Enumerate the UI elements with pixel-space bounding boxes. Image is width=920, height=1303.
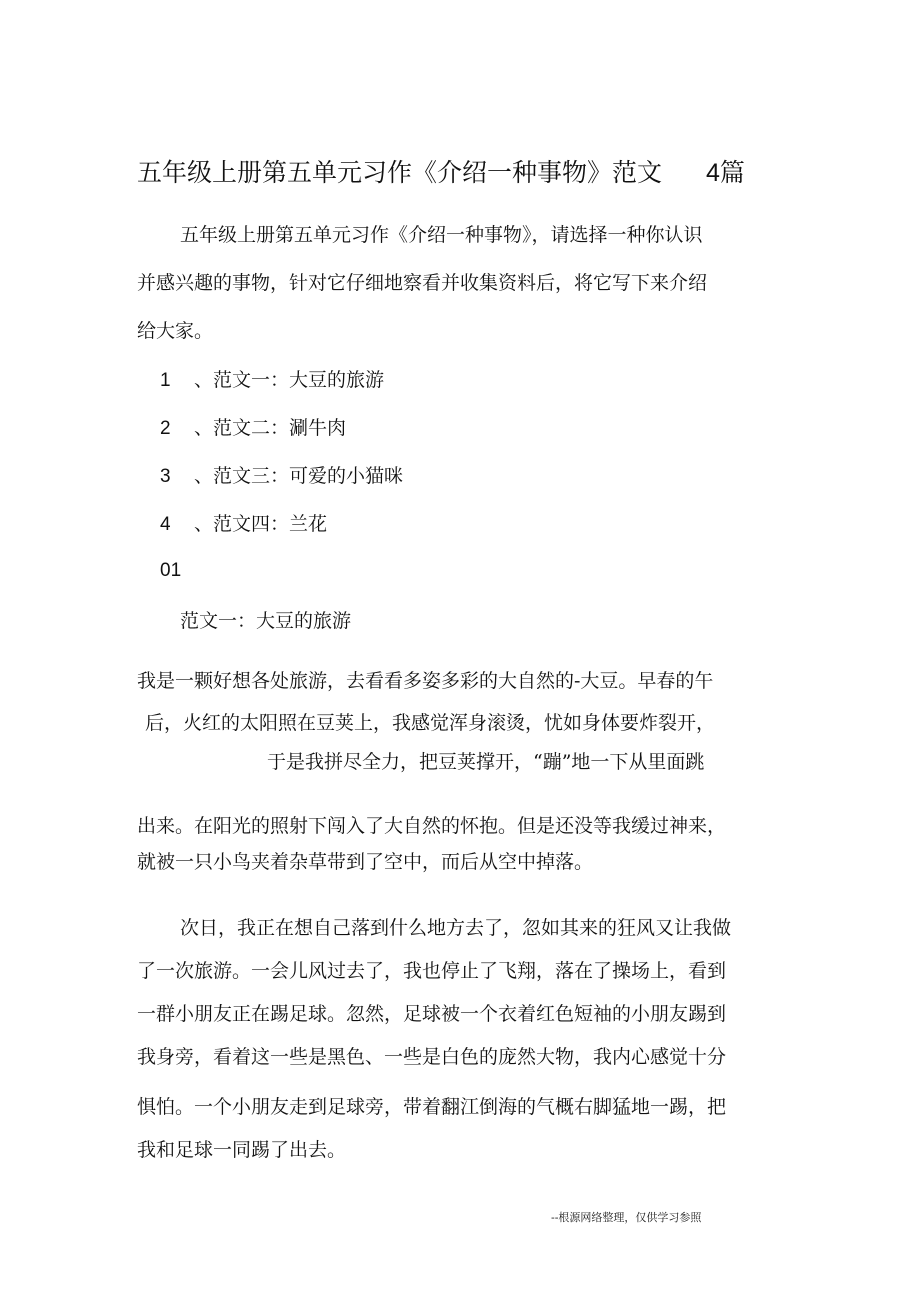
list-item-number: 3 <box>160 466 171 487</box>
paragraph-line: 一群小朋友正在踢足球。忽然，足球被一个衣着红色短袖的小朋友踢到 <box>137 1003 727 1025</box>
title-text: 五年级上册第五单元习作《介绍一种事物》范文 <box>137 158 663 187</box>
list-item-number: 2 <box>160 418 171 439</box>
document-title <box>137 156 797 190</box>
footer-note: --根源网络整理，仅供学习参照 <box>551 1211 702 1224</box>
list-item-text: 、范文四：兰花 <box>194 513 328 535</box>
list-item-text: 、范文三：可爱的小猫咪 <box>194 465 404 487</box>
list-item <box>160 511 327 538</box>
section-number: 01 <box>160 560 182 581</box>
paragraph-line: 惧怕。一个小朋友走到足球旁，带着翻江倒海的气概右脚猛地一踢，把 <box>137 1096 727 1118</box>
list-item <box>160 367 384 394</box>
paragraph-line: 后，火红的太阳照在豆荚上，我感觉浑身滚烫，忧如身体要炸裂开， <box>145 712 716 734</box>
list-item <box>160 415 346 442</box>
list-item-text: 、范文二：涮牛肉 <box>194 417 347 439</box>
intro-line: 五年级上册第五单元习作《介绍一种事物》，请选择一种你认识 <box>180 224 703 246</box>
paragraph-line: 出来。在阳光的照射下闯入了大自然的怀抱。但是还没等我缓过神来， <box>137 815 727 837</box>
section-title: 范文一：大豆的旅游 <box>180 610 352 632</box>
paragraph-line: 就被一只小鸟夹着杂草带到了空中，而后从空中掉落。 <box>137 851 594 873</box>
paragraph-line: 于是我拼尽全力，把豆荚撑开，“蹦”地一下从里面跳 <box>267 751 705 773</box>
paragraph-line: 次日，我正在想自己落到什么地方去了，忽如其来的狂风又让我做 <box>180 917 732 939</box>
paragraph-line: 我身旁，看着这一些是黑色、一些是白色的庞然大物，我内心感觉十分 <box>137 1046 727 1068</box>
paragraph-line: 我和足球一同踢了出去。 <box>137 1139 347 1161</box>
list-item <box>160 463 403 490</box>
title-count: 4篇 <box>706 159 745 187</box>
list-item-number: 4 <box>160 514 171 535</box>
list-item-text: 、范文一：大豆的旅游 <box>194 369 385 391</box>
paragraph-line: 了一次旅游。一会儿风过去了，我也停止了飞翔，落在了操场上，看到 <box>137 960 727 982</box>
list-item-number: 1 <box>160 370 171 391</box>
intro-line: 并感兴趣的事物，针对它仔细地察看并收集资料后，将它写下来介绍 <box>137 272 708 294</box>
paragraph-line: 我是一颗好想各处旅游，去看看多姿多彩的大自然的-大豆。早春的午 <box>137 670 714 692</box>
intro-line: 给大家。 <box>137 320 214 342</box>
